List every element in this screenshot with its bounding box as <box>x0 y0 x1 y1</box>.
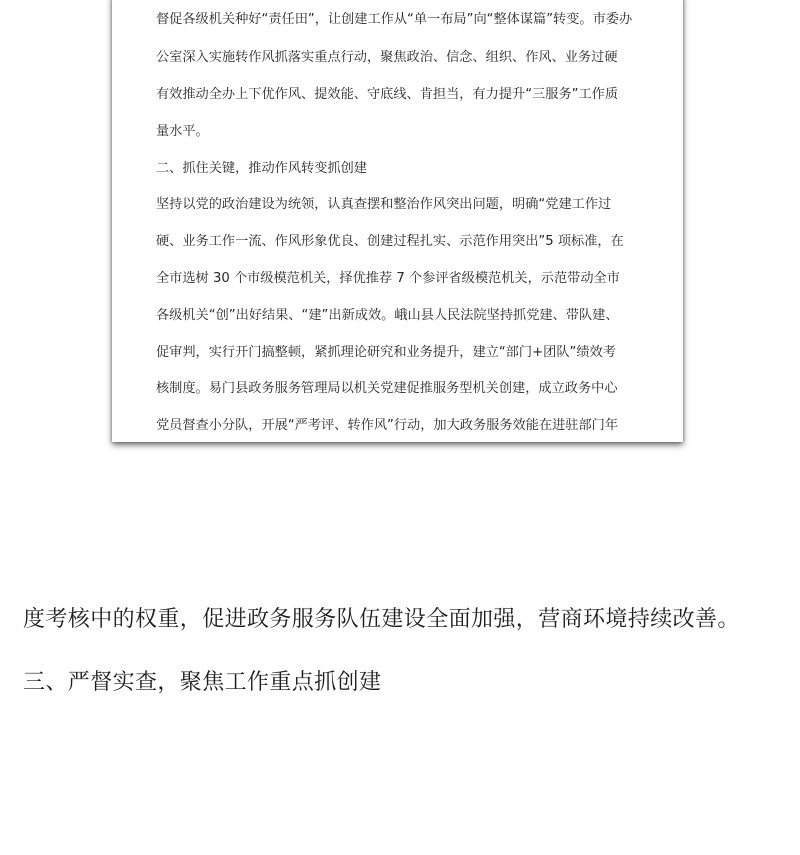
paragraph-line: 核制度。易门县政务服务管理局以机关党建促推服务型机关创建，成立政务中心 <box>156 381 618 396</box>
section-heading-three: 三、严督实查，聚焦工作重点抓创建 <box>23 670 382 695</box>
continuation-text-line: 度考核中的权重，促进政务服务队伍建设全面加强，营商环境持续改善。 <box>23 607 740 632</box>
paragraph-line: 促审判，实行开门搞整顿，紧抓理论研究和业务提升，建立“部门+团队”绩效考 <box>156 345 616 360</box>
paragraph-line: 公室深入实施转作风抓落实重点行动，聚焦政治、信念、组织、作风、业务过硬 <box>156 50 618 65</box>
paragraph-line: 督促各级机关种好“责任田”，让创建工作从“单一布局”向“整体谋篇”转变。市委办 <box>156 12 633 27</box>
paragraph-line: 有效推动全办上下优作风、提效能、守底线、肯担当，有力提升“三服务”工作质 <box>156 87 619 102</box>
paragraph-line: 坚持以党的政治建设为统领，认真查摆和整治作风突出问题，明确“党建工作过 <box>156 197 612 212</box>
paragraph-line: 党员督查小分队，开展“严考评、转作风”行动，加大政务服务效能在进驻部门年 <box>156 418 619 433</box>
document-page-preview <box>112 0 683 442</box>
paragraph-line: 全市选树 30 个市级模范机关，择优推荐 7 个参评省级模范机关，示范带动全市 <box>156 271 620 286</box>
section-heading-two: 二、抓住关键，推动作风转变抓创建 <box>156 161 367 176</box>
paragraph-line: 硬、业务工作一流、作风形象优良、创建过程扎实、示范作用突出”5 项标准，在 <box>156 234 624 249</box>
paragraph-line: 各级机关“创”出好结果、“建”出新成效。峨山县人民法院坚持抓党建、带队建、 <box>156 308 619 323</box>
paragraph-line: 量水平。 <box>156 124 209 139</box>
